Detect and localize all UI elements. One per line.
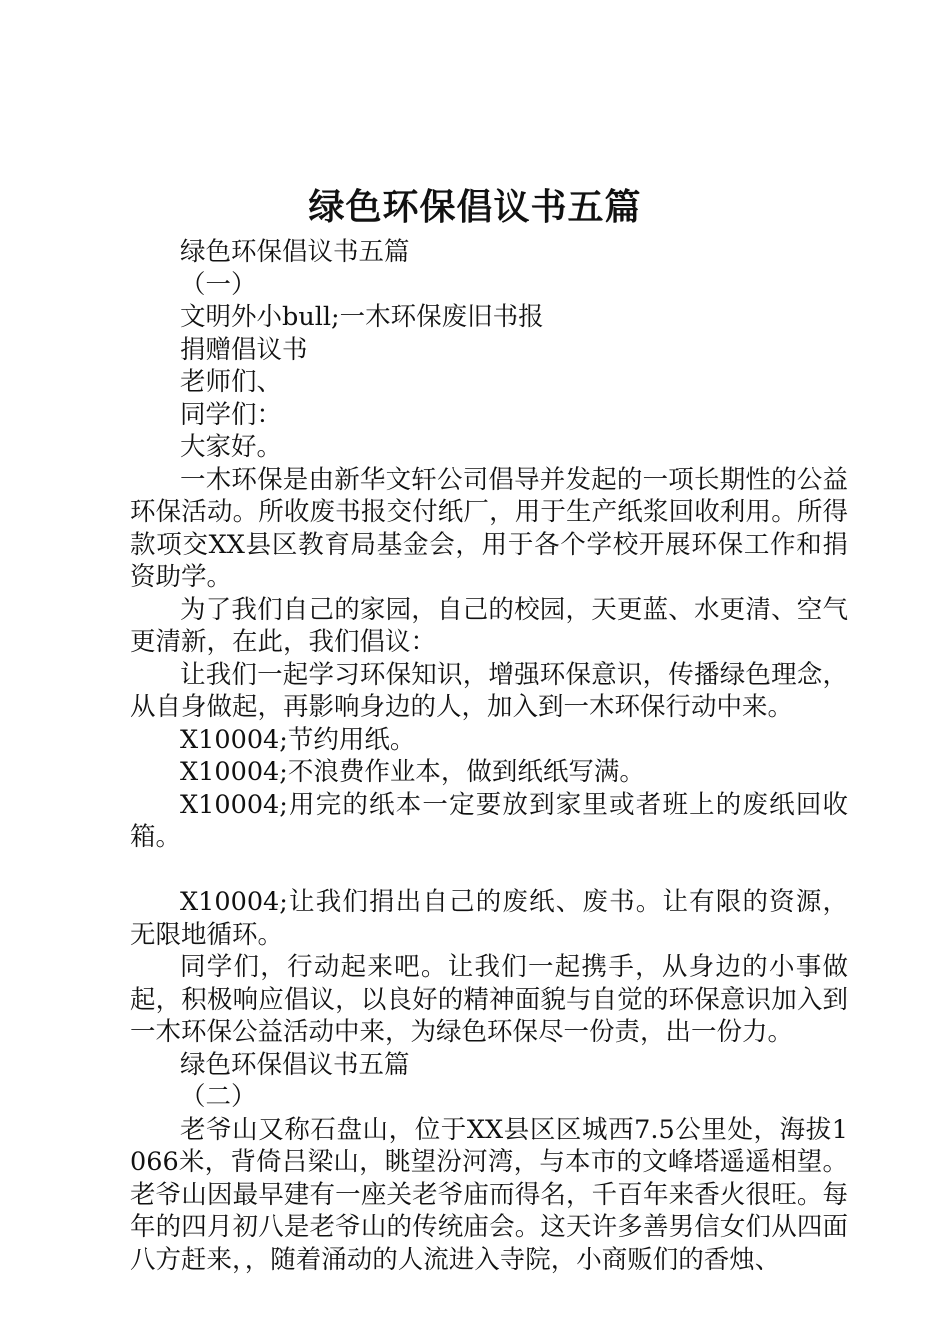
subtitle-line: 绿色环保倡议书五篇 bbox=[180, 1049, 410, 1080]
heading-line: 捐赠倡议书 bbox=[180, 334, 308, 365]
list-item: X10004;不浪费作业本，做到纸纸写满。 bbox=[180, 757, 645, 787]
body-paragraph: 同学们，行动起来吧。让我们一起携手，从身边的小事做起，积极响应倡议，以良好的精神面貌与自觉的环保意识加入到一木环保公益活动中来，为绿色环保尽一份责，出一份力。 bbox=[130, 952, 848, 1047]
body-paragraph: 老爷山又称石盘山，位于XX县区区城西7.5公里处，海拔1066米，背倚吕梁山，眺望汾河湾，与本市的文峰塔遥遥相望。老爷山因最早建有一座关老爷庙而得名，千百年来香火很旺。每年的四月初八是老爷山的传统庙会。这天许多善男信女们从四面八方赶来，，随着涌动的人流进入寺院，小商贩们的香烛、 bbox=[130, 1114, 848, 1275]
salutation: 同学们： bbox=[180, 399, 283, 430]
heading-line: 文明外小bull;一木环保废旧书报 bbox=[180, 302, 544, 332]
blank-line bbox=[130, 854, 848, 887]
greeting: 大家好。 bbox=[180, 432, 283, 462]
list-item: X10004;用完的纸本一定要放到家里或者班上的废纸回收箱。 bbox=[130, 789, 848, 852]
section-number: （二） bbox=[180, 1082, 257, 1112]
list-item: X10004;节约用纸。 bbox=[180, 724, 416, 755]
section-number: （一） bbox=[180, 269, 257, 300]
body-paragraph: 为了我们自己的家园，自己的校园，天更蓝、水更清、空气更清新，在此，我们倡议： bbox=[130, 594, 848, 657]
subtitle-line: 绿色环保倡议书五篇 bbox=[180, 237, 410, 267]
list-item: X10004;让我们捐出自己的废纸、废书。让有限的资源，无限地循环。 bbox=[130, 887, 848, 950]
document-body bbox=[130, 236, 848, 1276]
document-title: 绿色环保倡议书五篇 bbox=[308, 187, 642, 228]
body-paragraph: 一木环保是由新华文轩公司倡导并发起的一项长期性的公益环保活动。所收废书报交付纸厂，用于生产纸浆回收利用。所得款项交XX县区教育局基金会，用于各个学校开展环保工作和捐资助学。 bbox=[130, 464, 848, 592]
body-paragraph: 让我们一起学习环保知识，增强环保意识，传播绿色理念，从自身做起，再影响身边的人，加入到一木环保行动中来。 bbox=[130, 659, 848, 722]
salutation: 老师们、 bbox=[180, 367, 283, 397]
